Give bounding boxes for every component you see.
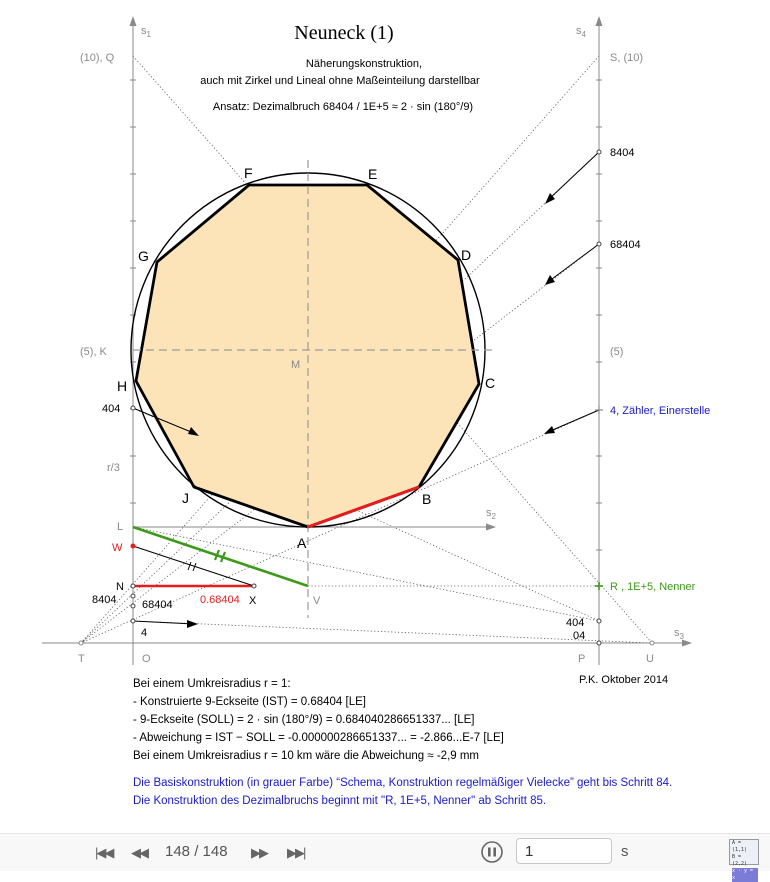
s3-label: s	[674, 627, 680, 639]
step-time-input[interactable]	[516, 838, 612, 864]
vertex-d: D	[461, 247, 472, 263]
label-n: N	[116, 581, 124, 593]
note-line-4: - Abweichung = IST − SOLL = -0.000000286651337... = -2.866...E-7 [LE]	[133, 732, 504, 744]
svg-text:s3: $s_3$	[674, 627, 684, 641]
last-step-button[interactable]: ▶▶|	[287, 845, 305, 860]
vertex-j: J	[182, 490, 189, 506]
label-68404-right: 68404	[610, 239, 641, 251]
point-r	[595, 582, 603, 590]
point-u	[650, 641, 654, 645]
playback-toolbar	[0, 833, 770, 881]
label-l: L	[117, 521, 124, 533]
previous-step-button[interactable]: ◀◀	[131, 845, 147, 860]
s4-label: s	[576, 25, 582, 37]
segment-l-v	[133, 527, 308, 586]
guide-l-right	[133, 527, 599, 621]
vertex-h: H	[117, 378, 128, 394]
vertex-g: G	[138, 248, 149, 264]
label-w: W	[112, 542, 123, 554]
signature: P.K. Oktober 2014	[579, 674, 669, 686]
vertex-b: B	[422, 491, 432, 507]
svg-text:s1: $s_1$	[141, 25, 151, 39]
segment-w-x	[133, 546, 254, 586]
subtitle-1: Näherungskonstruktion,	[305, 58, 423, 70]
label-t: T	[78, 653, 85, 665]
point-t	[79, 641, 83, 645]
arrow-s4	[596, 16, 603, 26]
s1-label: s	[141, 25, 147, 37]
note-line-5: Bei einem Umkreisradius r = 10 km wäre die Abweichung ≈ -2,9 mm	[133, 750, 480, 762]
label-zaehler: 4, Zähler, Einerstelle	[610, 405, 711, 417]
note-blue-1: Die Basiskonstruktion (in grauer Farbe) “Schema, Konstruktion regelmäßiger Vielecke” geht bis Schritt 84.	[133, 777, 673, 789]
label-8404-left: 8404	[92, 594, 117, 606]
pause-button[interactable]	[481, 841, 503, 863]
label-s: S, (10)	[610, 52, 644, 64]
first-step-button[interactable]: |◀◀	[95, 845, 113, 860]
label-404-right: 404	[566, 617, 585, 629]
label-v: V	[313, 595, 321, 607]
vertex-e: E	[368, 166, 378, 182]
vertex-f: F	[244, 165, 253, 181]
algebra-icon: A = (1,1) B = (2,2) x · y = x	[730, 840, 758, 882]
label-r3: r/3	[107, 462, 120, 474]
label-q: (10), Q	[80, 52, 115, 64]
ansatz-text: Ansatz: Dezimalbruch 68404 / 1E+5 ≈ 2 · sin (180°/9)	[212, 101, 474, 113]
label-p: P	[578, 653, 586, 665]
s2-label: s	[486, 507, 492, 519]
vertex-a: A	[297, 535, 307, 551]
label-04-right: 04	[573, 630, 586, 642]
label-o: O	[142, 653, 151, 665]
next-step-button[interactable]: ▶▶	[251, 845, 267, 860]
pause-icon	[482, 842, 502, 862]
subtitle-2: auch mit Zirkel und Lineal ohne Maßeinteilung darstellbar	[200, 75, 480, 87]
svg-text:s4: $s_4$	[576, 25, 586, 39]
black-parallel-mark	[188, 562, 196, 571]
label-five: (5)	[610, 346, 624, 358]
svg-text:s2: $s_2$	[486, 507, 496, 521]
label-8404-right: 8404	[610, 147, 635, 159]
arrow-s2	[486, 524, 496, 531]
point-zaehler	[595, 406, 603, 414]
unit-label: s	[621, 843, 629, 860]
point-label-x: X	[249, 595, 257, 607]
note-line-1: Bei einem Umkreisradius r = 1:	[133, 678, 291, 690]
label-u: U	[646, 653, 654, 665]
algebra-view-button[interactable]	[729, 839, 759, 881]
figure-title: Neuneck (1)	[294, 22, 394, 44]
label-nenner: R , 1E+5, Nenner	[610, 581, 696, 593]
step-counter: 148 / 148	[165, 843, 228, 860]
arrow-s1	[130, 16, 137, 26]
center-label-m: M	[291, 359, 301, 371]
note-blue-2: Die Konstruktion des Dezimalbruchs beginnt mit "R, 1E+5, Nenner" ab Schritt 85.	[133, 795, 547, 807]
label-4-left: 4	[141, 627, 148, 639]
point-w	[131, 544, 136, 549]
red-value-label: 0.68404	[200, 594, 240, 606]
vertex-c: C	[485, 375, 496, 391]
label-k: (5), K	[80, 346, 107, 358]
note-line-3: - 9-Eckseite (SOLL) = 2 · sin (180°/9) = 0.684040286651337... [LE]	[133, 714, 475, 726]
label-68404-left: 68404	[142, 599, 173, 611]
note-line-2: - Konstruierte 9-Eckseite (IST) = 0.68404 [LE]	[133, 696, 366, 708]
label-404-left: 404	[102, 403, 121, 415]
